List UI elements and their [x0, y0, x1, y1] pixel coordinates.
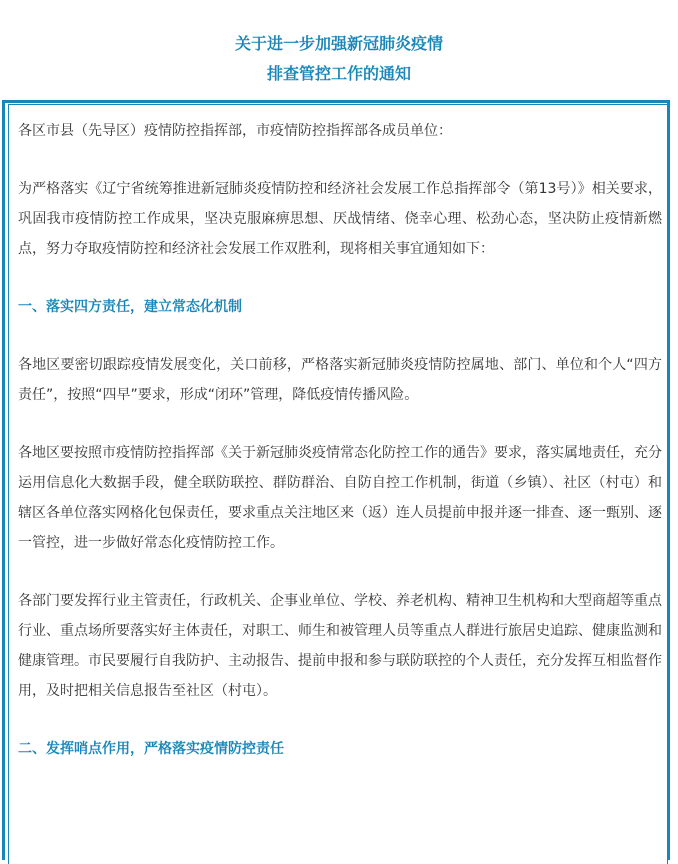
section-1-paragraph-1: 各地区要密切跟踪疫情发展变化，关口前移，严格落实新冠肺炎疫情防控属地、部门、单位和个人“四方责任”，按照“四早”要求，形成“闭环”管理，降低疫情传播风险。	[18, 357, 662, 403]
section-1-paragraph-2: 各地区要按照市疫情防控指挥部《关于新冠肺炎疫情常态化防控工作的通告》要求，落实属地责任，充分运用信息化大数据手段，健全联防联控、群防群治、自防自控工作机制，街道（乡镇）、社区（村屯）和辖区各单位落实网格化包保责任，要求重点关注地区来（返）连人员提前申报并逐一排查、逐一甄别、逐一管控，进一步做好常态化疫情防控工作。	[18, 445, 662, 551]
section-1-heading: 一、落实四方责任，建立常态化机制	[18, 299, 242, 315]
paragraph-gap	[18, 264, 662, 292]
paragraph-gap	[18, 706, 662, 734]
document-title-line-1: 关于进一步加强新冠肺炎疫情	[234, 34, 443, 53]
paragraph-gap	[18, 322, 662, 350]
intro-paragraph: 为严格落实《辽宁省统筹推进新冠肺炎疫情防控和经济社会发展工作总指挥部令（第13号）》相关要求，巩固我市疫情防控工作成果，坚决克服麻痹思想、厌战情绪、侥幸心理、松劲心态，坚决防止疫情新燃点，努力夺取疫情防控和经济社会发展工作双胜利，现将相关事宜通知如下：	[18, 181, 662, 257]
addressee-paragraph: 各区市县（先导区）疫情防控指挥部，市疫情防控指挥部各成员单位：	[18, 123, 452, 139]
section-2-heading: 二、发挥哨点作用，严格落实疫情防控责任	[18, 741, 284, 757]
document-body	[18, 116, 662, 764]
paragraph-gap	[18, 410, 662, 438]
paragraph-gap	[18, 558, 662, 586]
document-title-line-2: 排查管控工作的通知	[266, 64, 411, 83]
section-1-paragraph-3: 各部门要发挥行业主管责任，行政机关、企事业单位、学校、养老机构、精神卫生机构和大型商超等重点行业、重点场所要落实好主体责任，对职工、师生和被管理人员等重点人群进行旅居史追踪、健康监测和健康管理。市民要履行自我防护、主动报告、提前申报和参与联防联控的个人责任，充分发挥互相监督作用，及时把相关信息报告至社区（村屯）。	[18, 593, 662, 699]
paragraph-gap	[18, 146, 662, 174]
